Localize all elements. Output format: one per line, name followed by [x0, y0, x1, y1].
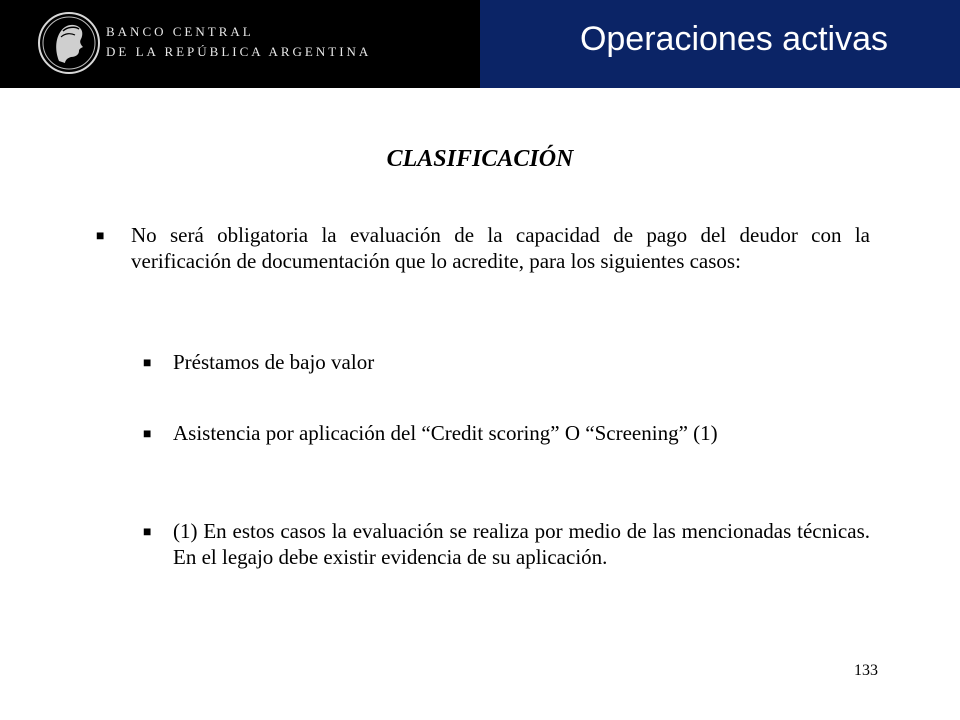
section-title: Operaciones activas	[579, 20, 888, 58]
slide-heading: CLASIFICACIÓN	[386, 146, 574, 172]
bullet-icon: ■	[143, 427, 152, 442]
bullet-icon: ■	[143, 525, 152, 540]
page-number: 133	[854, 662, 878, 679]
bullet-icon: ■	[143, 356, 152, 371]
bcra-seal-icon	[37, 11, 101, 75]
bank-name-line1: BANCO CENTRAL	[106, 24, 254, 39]
sub-bullet-low-value-loans: Préstamos de bajo valor	[173, 350, 375, 374]
sub-bullet-footnote: (1) En estos casos la evaluación se realiza por medio de las mencionadas técnicas. En el legajo debe existir evidencia de su aplicación.	[173, 519, 870, 569]
header-left-panel	[0, 0, 480, 88]
bullet-item-main: No será obligatoria la evaluación de la capacidad de pago del deudor con la verificación de documentación que lo acredite, para los siguientes casos:	[131, 223, 870, 273]
sub-bullet-credit-scoring: Asistencia por aplicación del “Credit scoring” O “Screening” (1)	[173, 421, 718, 445]
bank-name-line2: DE LA REPÚBLICA ARGENTINA	[106, 44, 372, 59]
bullet-icon: ■	[96, 229, 105, 244]
